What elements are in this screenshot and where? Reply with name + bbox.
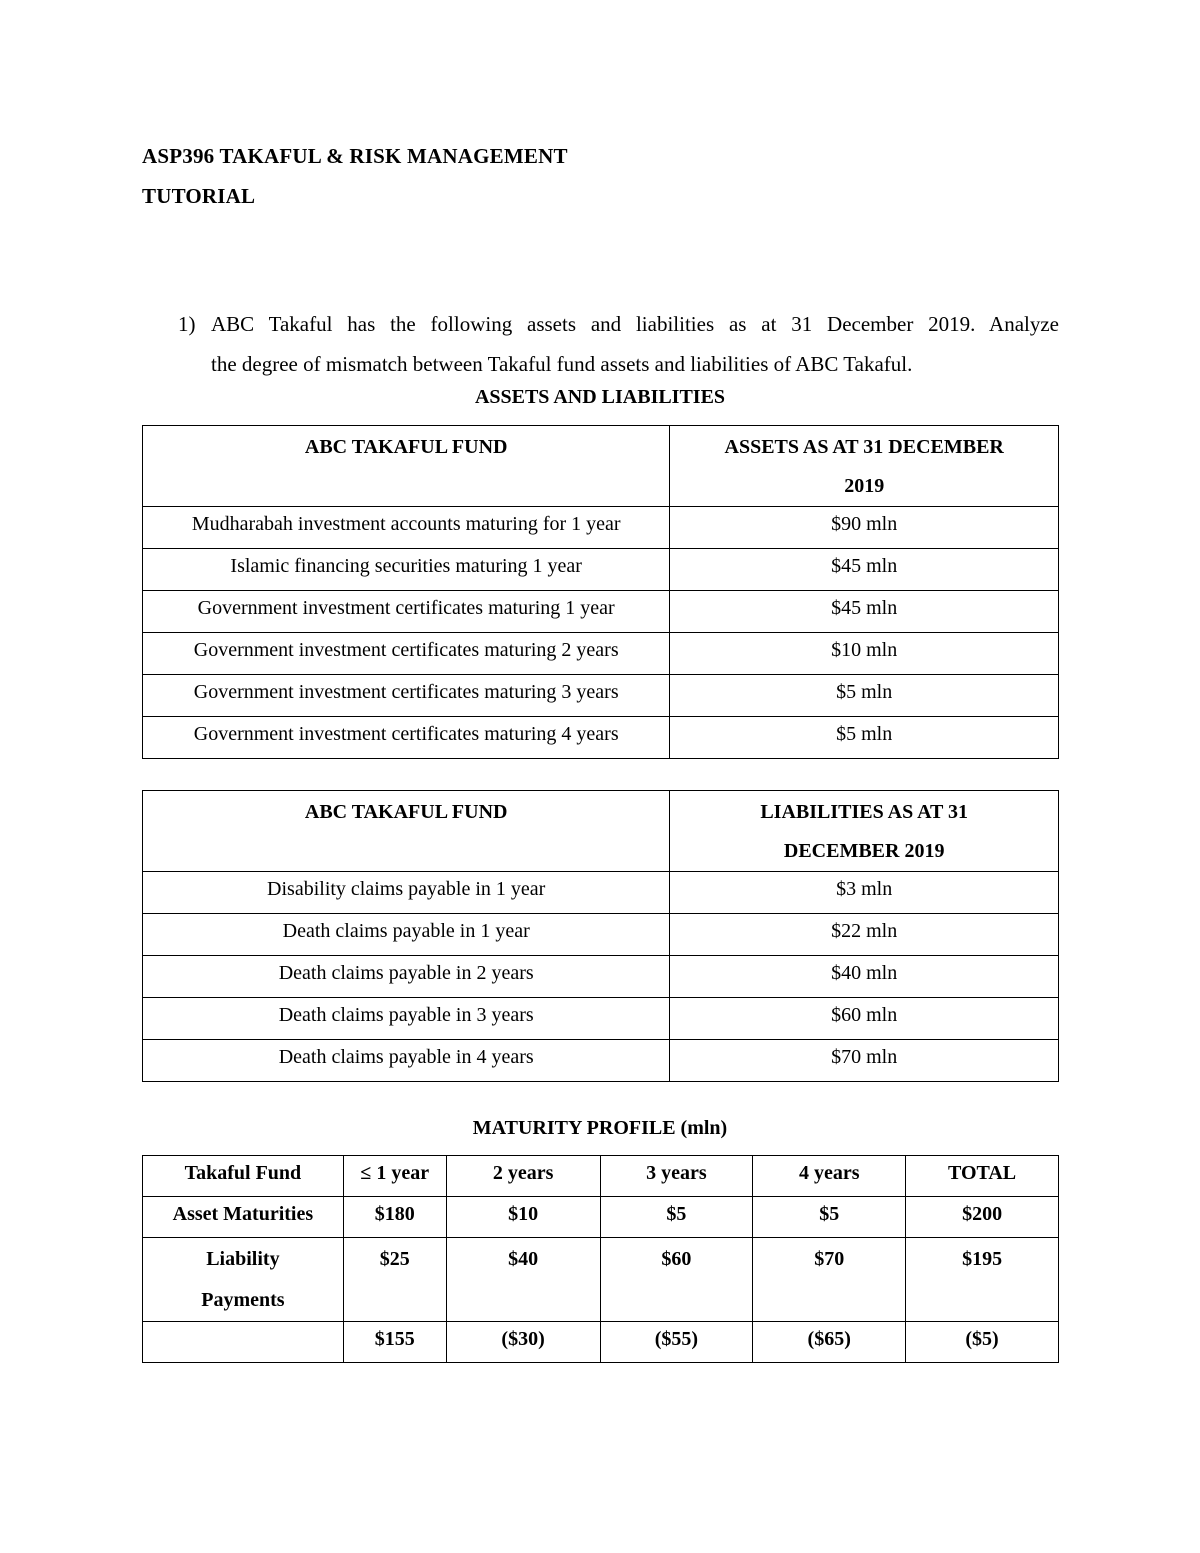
course-title: ASP396 TAKAFUL & RISK MANAGEMENT [142, 144, 568, 168]
maturity-header-cell: 3 years [600, 1156, 753, 1197]
table-cell: $5 [600, 1197, 753, 1238]
asset-item: Mudharabah investment accounts maturing for 1 year [143, 507, 670, 549]
document-type: TUTORIAL [142, 184, 256, 208]
table-row [143, 507, 1059, 549]
asset-value: $5 mln [670, 717, 1059, 759]
asset-value: $90 mln [670, 507, 1059, 549]
maturity-profile-table [142, 1155, 1059, 1363]
table-row [143, 872, 1059, 914]
liability-item: Disability claims payable in 1 year [143, 872, 670, 914]
liability-item: Death claims payable in 4 years [143, 1040, 670, 1082]
table-row [143, 633, 1059, 675]
row-label-line1: Liability [206, 1248, 280, 1270]
row-label [143, 1322, 344, 1363]
liabilities-header-row [143, 791, 1059, 872]
question-text-line2: the degree of mismatch between Takaful fund assets and liabilities of ABC Takaful. [211, 352, 913, 376]
table-cell: $60 [600, 1238, 753, 1322]
table-cell: $40 [446, 1238, 600, 1322]
asset-item: Government investment certificates maturing 3 years [143, 675, 670, 717]
assets-header-value [670, 426, 1059, 507]
liability-item: Death claims payable in 1 year [143, 914, 670, 956]
liabilities-header-value-line1: LIABILITIES AS AT 31 [760, 801, 969, 823]
table-row [143, 998, 1059, 1040]
assets-header-value-line1: ASSETS AS AT 31 DECEMBER [724, 436, 1004, 458]
asset-maturities-row [143, 1197, 1059, 1238]
table-cell: ($55) [600, 1322, 753, 1363]
asset-item: Government investment certificates maturing 4 years [143, 717, 670, 759]
asset-value: $5 mln [670, 675, 1059, 717]
assets-header-fund: ABC TAKAFUL FUND [143, 426, 670, 507]
liabilities-header-value-line2: DECEMBER 2019 [783, 840, 945, 862]
asset-item: Islamic financing securities maturing 1 year [143, 549, 670, 591]
row-label [143, 1238, 344, 1322]
liabilities-header-fund: ABC TAKAFUL FUND [143, 791, 670, 872]
table-cell: $200 [906, 1197, 1059, 1238]
row-label: Asset Maturities [143, 1197, 344, 1238]
table-cell: $70 [753, 1238, 906, 1322]
gap-row [143, 1322, 1059, 1363]
table-row [143, 1040, 1059, 1082]
maturity-profile-heading: MATURITY PROFILE (mln) [472, 1117, 728, 1139]
table-cell: $180 [343, 1197, 446, 1238]
table-cell: $25 [343, 1238, 446, 1322]
table-cell: $195 [906, 1238, 1059, 1322]
table-row [143, 549, 1059, 591]
row-label-line2: Payments [201, 1289, 285, 1311]
table-cell: $155 [343, 1322, 446, 1363]
assets-header-value-line2: 2019 [844, 475, 885, 497]
table-cell: ($30) [446, 1322, 600, 1363]
liability-value: $60 mln [670, 998, 1059, 1040]
liabilities-table [142, 790, 1059, 1082]
liability-item: Death claims payable in 2 years [143, 956, 670, 998]
asset-item: Government investment certificates maturing 2 years [143, 633, 670, 675]
table-cell: ($65) [753, 1322, 906, 1363]
table-row [143, 675, 1059, 717]
liabilities-header-value [670, 791, 1059, 872]
assets-liabilities-heading: ASSETS AND LIABILITIES [474, 386, 726, 408]
table-row [143, 591, 1059, 633]
maturity-header-row [143, 1156, 1059, 1197]
table-row [143, 956, 1059, 998]
liability-item: Death claims payable in 3 years [143, 998, 670, 1040]
maturity-header-cell: 2 years [446, 1156, 600, 1197]
liability-value: $3 mln [670, 872, 1059, 914]
maturity-header-cell: ≤ 1 year [343, 1156, 446, 1197]
table-row [143, 717, 1059, 759]
assets-header-row [143, 426, 1059, 507]
liability-value: $70 mln [670, 1040, 1059, 1082]
table-cell: $5 [753, 1197, 906, 1238]
maturity-header-cell: TOTAL [906, 1156, 1059, 1197]
asset-item: Government investment certificates maturing 1 year [143, 591, 670, 633]
asset-value: $10 mln [670, 633, 1059, 675]
asset-value: $45 mln [670, 549, 1059, 591]
liability-payments-row [143, 1238, 1059, 1322]
question-number: 1) [178, 312, 196, 336]
question-text-line1: ABC Takaful has the following assets and liabilities as at 31 December 2019. Analyze [211, 312, 1059, 336]
liability-value: $22 mln [670, 914, 1059, 956]
liability-value: $40 mln [670, 956, 1059, 998]
assets-table [142, 425, 1059, 759]
table-cell: ($5) [906, 1322, 1059, 1363]
asset-value: $45 mln [670, 591, 1059, 633]
maturity-header-cell: Takaful Fund [143, 1156, 344, 1197]
maturity-header-cell: 4 years [753, 1156, 906, 1197]
table-row [143, 914, 1059, 956]
table-cell: $10 [446, 1197, 600, 1238]
